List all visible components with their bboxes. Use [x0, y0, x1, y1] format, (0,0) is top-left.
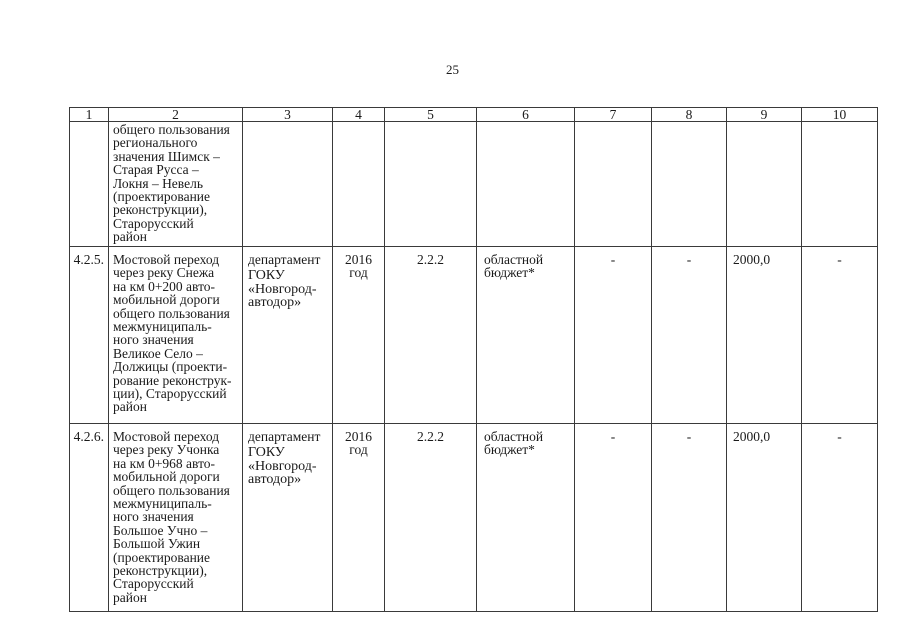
source-text: областной бюджет* [484, 252, 544, 281]
executor-organization: ГОКУ «Новгород- автодор» [248, 268, 317, 311]
cell-description [109, 247, 243, 424]
description-text: общего пользования регионального значения Шимск – Старая Русса – Локня – Невель (проектирование реконструкции), Старорусский район [113, 122, 230, 245]
cell-col8: - [652, 247, 727, 424]
cell-col10 [802, 122, 878, 247]
column-header-1: 1 [70, 108, 109, 122]
cell-col7: - [575, 247, 652, 424]
cell-number: 4.2.6. [70, 424, 109, 612]
cell-year [333, 424, 385, 612]
column-header-5: 5 [385, 108, 477, 122]
column-header-4: 4 [333, 108, 385, 122]
cell-executor [243, 247, 333, 424]
cell-source [477, 122, 575, 247]
page-number: 25 [446, 62, 459, 77]
executor-department: департамент [248, 252, 321, 267]
executor-organization: ГОКУ «Новгород- автодор» [248, 445, 317, 488]
program-activities-table [69, 107, 878, 612]
table-row [70, 247, 878, 424]
cell-number [70, 122, 109, 247]
table-row [70, 424, 878, 612]
column-header-8: 8 [652, 108, 727, 122]
source-text: областной бюджет* [484, 429, 544, 458]
cell-col9: 2000,0 [727, 247, 802, 424]
cell-col10: - [802, 247, 878, 424]
executor-department: департамент [248, 429, 321, 444]
description-text: Мостовой переход через реку Учонка на км 0+968 авто- мобильной дороги общего пользования межмуниципаль- ного значения Большое Учно – Большой Ужин (проектирование реконструкции), Старорусский район [113, 429, 230, 605]
cell-number: 4.2.5. [70, 247, 109, 424]
cell-executor [243, 424, 333, 612]
year-text: 2016 год [345, 252, 372, 281]
cell-source [477, 424, 575, 612]
cell-col9 [727, 122, 802, 247]
column-header-10: 10 [802, 108, 878, 122]
cell-indicator: 2.2.2 [385, 247, 477, 424]
cell-col8: - [652, 424, 727, 612]
column-header-6: 6 [477, 108, 575, 122]
cell-indicator [385, 122, 477, 247]
cell-col7: - [575, 424, 652, 612]
cell-col8 [652, 122, 727, 247]
description-text: Мостовой переход через реку Снежа на км 0+200 авто- мобильной дороги общего пользования межмуниципаль- ного значения Великое Село – Должицы (проекти- рование реконструк- ции), Старорусский район [113, 252, 232, 415]
cell-year [333, 122, 385, 247]
column-header-3: 3 [243, 108, 333, 122]
column-header-7: 7 [575, 108, 652, 122]
cell-source [477, 247, 575, 424]
table-row-continuation [70, 122, 878, 247]
cell-col7 [575, 122, 652, 247]
year-text: 2016 год [345, 429, 372, 458]
column-header-2: 2 [109, 108, 243, 122]
cell-description [109, 424, 243, 612]
column-header-9: 9 [727, 108, 802, 122]
cell-year [333, 247, 385, 424]
cell-executor [243, 122, 333, 247]
table-header-row [70, 108, 878, 122]
cell-indicator: 2.2.2 [385, 424, 477, 612]
cell-col9: 2000,0 [727, 424, 802, 612]
cell-col10: - [802, 424, 878, 612]
cell-description [109, 122, 243, 247]
